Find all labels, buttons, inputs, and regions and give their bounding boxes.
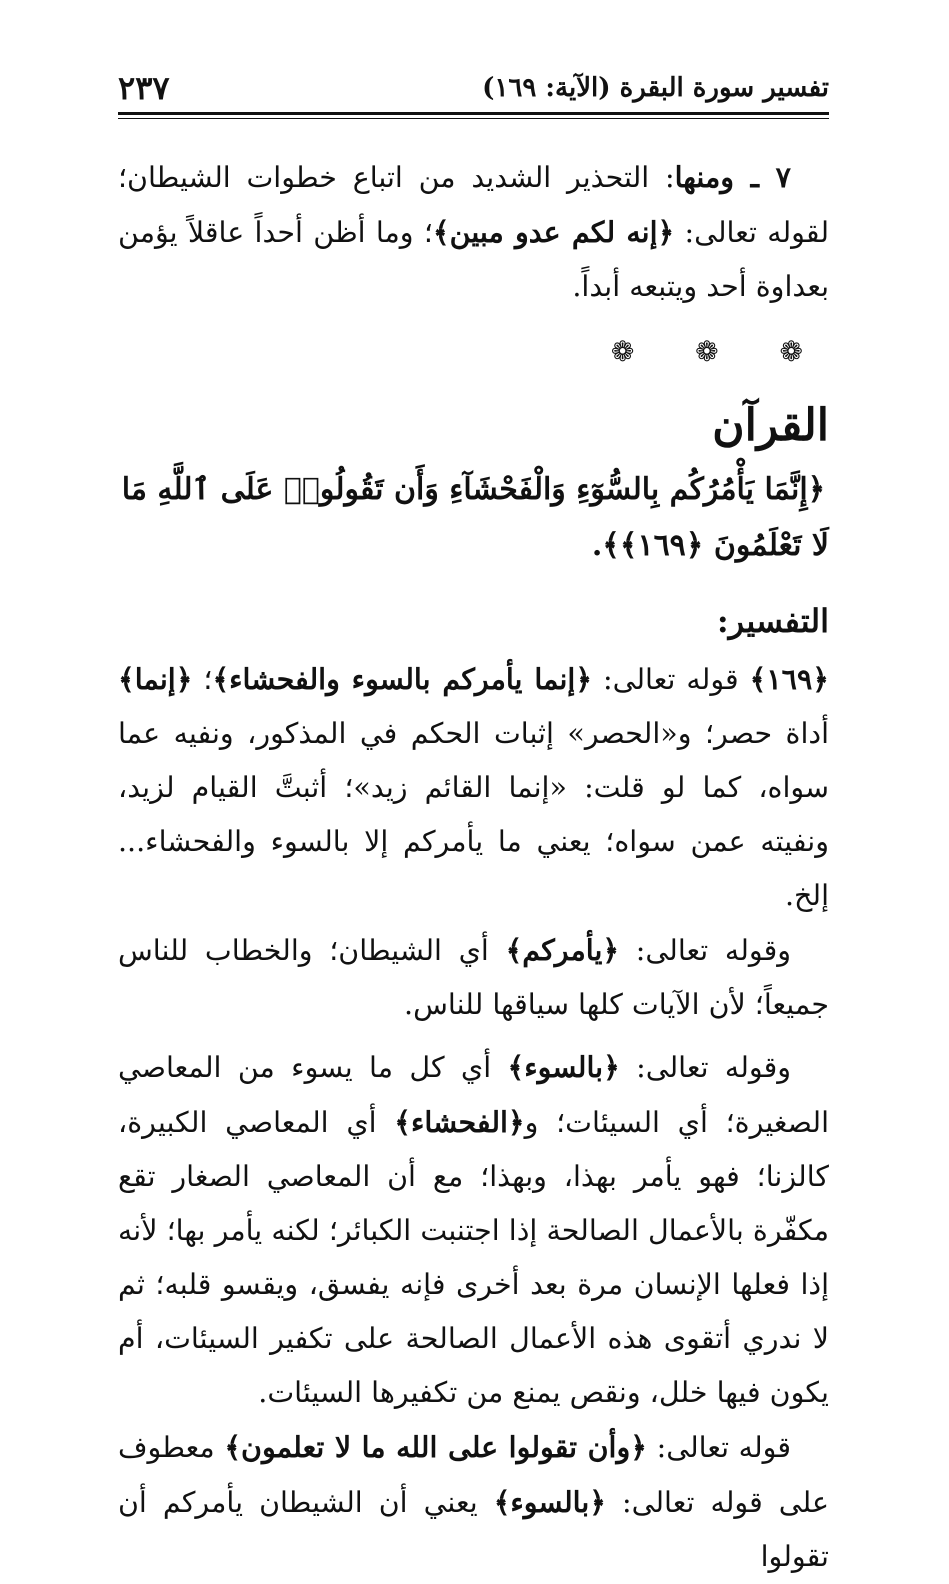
quran-quote: ﴿إنما يأمركم بالسوء والفحشاء﴾ [212, 662, 593, 696]
intro-text-1: : التحذير الشديد من اتباع خطوات الشيطان؛ لقوله تعالى: [118, 161, 830, 249]
text-run: قوله تعالى: [646, 1431, 791, 1464]
text-run: وقوله تعالى: [619, 1051, 791, 1084]
tafsir-heading: التفسير: [716, 602, 829, 640]
quran-quote: ﴿إنه لكم عدو مبين﴾ [432, 215, 675, 249]
text-run: وقوله تعالى: [619, 934, 791, 967]
quran-quote: ﴿الفحشاء﴾ [394, 1105, 525, 1139]
quran-quote: ﴿إنما﴾ [118, 662, 193, 696]
text-run: أي الشيطان؛ والخطاب للناس جميعاً؛ لأن الآيات كلها سياقها للناس. [118, 934, 829, 1021]
running-header [118, 66, 829, 110]
quran-quote: ﴿بالسوء﴾ [493, 1485, 606, 1519]
text-run: قوله تعالى: [592, 663, 750, 696]
quran-heading: القرآن [712, 400, 829, 451]
intro-paragraph [118, 150, 829, 314]
intro-text-2: ؛ وما أظن أحداً عاقلاً يؤمن بعداوة أحد ويتبعه أبداً. [118, 216, 829, 303]
text-run: يعني أن الشيطان يأمركم أن تقولوا [118, 1486, 829, 1573]
tafsir-paragraph-1 [118, 652, 829, 923]
page-body [118, 150, 829, 1584]
quran-quote: ﴿وأن تقولوا على الله ما لا تعلمون﴾ [224, 1430, 647, 1464]
section-separator: ❁ ❁ ❁ [610, 335, 829, 368]
text-run: معطوف على قوله تعالى: [118, 1431, 829, 1519]
tafsir-paragraph-2 [118, 923, 829, 1032]
verse-number: ﴿١٦٩﴾ [749, 662, 829, 696]
quran-verse: ﴿إِنَّمَا يَأْمُرُكُم بِالسُّوٓءِ وَالْفَحْشَآءِ وَأَن تَقُولُوا۟ عَلَى ٱللَّهِ مَا لَا تَعْلَمُونَ ﴿١٦٩﴾﴾. [121, 472, 829, 563]
point-label: ٧ ـ ومنها [674, 160, 791, 194]
chapter-title: تفسير سورة البقرة (الآية: ١٦٩) [482, 73, 829, 103]
quran-quote: ﴿يأمركم﴾ [505, 933, 620, 967]
tafsir-paragraph-4 [118, 1420, 829, 1584]
header-divider [118, 112, 829, 119]
text-run: أي المعاصي الكبيرة، كالزنا؛ فهو يأمر بهذا، وبهذا؛ مع أن المعاصي الصغار تقع مكفّرة بالأعمال الصالحة إذا اجتنبت الكبائر؛ لكنه يأمر بها؛ لأنه إذا فعلها الإنسان مرة بعد أخرى فإنه يفسق، ويقسو قلبه؛ ثم لا ندري أتقوى هذه الأعمال الصالحة على تكفير السيئات، أم يكون فيها خلل، ونقص يمنع من تكفيرها السيئات. [118, 1106, 829, 1409]
quran-quote: ﴿بالسوء﴾ [507, 1050, 620, 1084]
tafsir-paragraph-3 [118, 1040, 829, 1420]
page-number: ٢٣٧ [118, 69, 170, 107]
text-run: أداة حصر؛ و«الحصر» إثبات الحكم في المذكور، ونفيه عما سواه، كما لو قلت: «إنما القائم زيد»؛ أثبتَّ القيام لزيد، ونفيته عمن سواه؛ يعني ما يأمركم إلا بالسوء والفحشاء... إلخ. [118, 717, 829, 912]
text-run: أي كل ما يسوء من المعاصي الصغيرة؛ أي السيئات؛ و [118, 1051, 829, 1139]
text-run: ؛ [192, 663, 213, 696]
